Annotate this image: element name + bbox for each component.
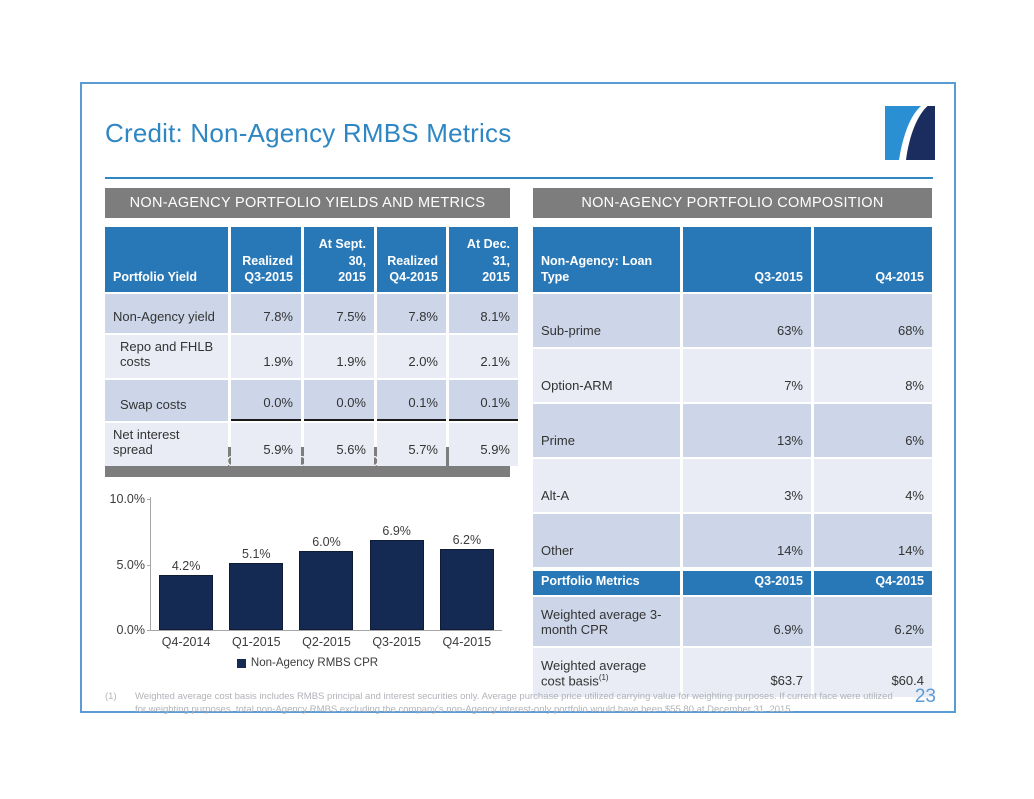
column-header: Non-Agency: Loan Type (533, 227, 680, 292)
row-label: Swap costs (105, 380, 228, 421)
cell-value: 1.9% (304, 335, 374, 378)
column-header: Realized Q4-2015 (377, 227, 446, 292)
page-number: 23 (914, 686, 936, 707)
title-divider (105, 177, 933, 179)
column-header: Realized Q3-2015 (231, 227, 301, 292)
cell-value: $63.7 (683, 648, 811, 697)
row-label: Alt-A (533, 459, 680, 512)
footnote (105, 690, 897, 717)
cell-value: 0.1% (449, 380, 518, 421)
table-row (533, 404, 932, 457)
x-axis-label: Q2-2015 (302, 635, 351, 649)
cell-value: 7.8% (377, 294, 446, 333)
cell-value: 3% (683, 459, 811, 512)
company-logo-icon (885, 106, 935, 160)
bar-value-label: 6.9% (382, 524, 411, 538)
column-header: Portfolio Yield (105, 227, 228, 292)
cpr-category-labels (151, 635, 502, 649)
cpr-bar (440, 533, 494, 630)
cpr-plot-area (151, 499, 502, 630)
cell-value: 5.7% (377, 423, 446, 466)
cell-value: 63% (683, 294, 811, 347)
y-axis-label: 10.0% (109, 492, 145, 506)
cell-value: 13% (683, 404, 811, 457)
x-axis-line (150, 630, 502, 631)
cpr-bar (229, 547, 283, 630)
cell-value: 8.1% (449, 294, 518, 333)
row-label: Option-ARM (533, 349, 680, 402)
row-label: Non-Agency yield (105, 294, 228, 333)
cell-value: 0.0% (304, 380, 374, 421)
cell-value: 5.9% (449, 423, 518, 466)
section-header-composition: NON-AGENCY PORTFOLIO COMPOSITION (533, 188, 932, 218)
portfolio-metrics-table (530, 569, 935, 699)
cpr-bar-chart (105, 482, 510, 682)
table-row (533, 597, 932, 646)
slide (80, 82, 956, 716)
column-header: At Sept. 30, 2015 (304, 227, 374, 292)
row-label: Weighted average cost basis$^{(1)}$ (533, 648, 680, 697)
y-axis-label: 5.0% (116, 557, 145, 572)
loan-type-table (530, 225, 935, 569)
column-header: Q3-2015 (683, 571, 811, 595)
bar-value-label: 4.2% (171, 559, 201, 573)
cell-value: 68% (814, 294, 932, 347)
y-axis-label: 0.0% (116, 623, 145, 637)
row-label: Other (533, 514, 680, 567)
table-row (105, 380, 518, 421)
table-row (105, 423, 518, 466)
cell-value: 14% (683, 514, 811, 567)
table-row (533, 294, 932, 347)
cell-value: 7% (683, 349, 811, 402)
row-label: Sub-prime (533, 294, 680, 347)
x-axis-label: Q4-2015 (442, 635, 492, 649)
composition-tables-container (530, 225, 935, 699)
x-axis-label: Q4-2014 (161, 635, 211, 649)
cell-value: 6.2% (814, 597, 932, 646)
cell-value: 0.1% (377, 380, 446, 421)
table-header-row (533, 227, 932, 292)
cell-value: 5.6% (304, 423, 374, 466)
column-header: At Dec. 31, 2015 (449, 227, 518, 292)
chart-legend (105, 657, 510, 669)
column-header: Portfolio Metrics (533, 571, 680, 595)
table-row (533, 349, 932, 402)
cell-value: 7.8% (231, 294, 301, 333)
table-row (533, 514, 932, 567)
cell-value: 2.1% (449, 335, 518, 378)
cpr-bar (370, 524, 424, 630)
cell-value: 14% (814, 514, 932, 567)
bar-value-label: 5.1% (242, 547, 271, 561)
footnote-text: Weighted average cost basis includes RMBS principal and interest securities only. Average purchase price utilized carrying value for weighting purposes. If current face were utilized for weighting purposes, total non-Agency RMBS excluding the company's non-Agency interest-only portfolio would have been $55.80 at December 31, 2015. (135, 691, 893, 716)
column-header: Q4-2015 (814, 571, 932, 595)
cpr-bar (159, 559, 213, 630)
cell-value: 6.9% (683, 597, 811, 646)
column-header: Q4-2015 (814, 227, 932, 292)
page-title: Credit: Non-Agency RMBS Metrics (105, 118, 512, 148)
row-label: Prime (533, 404, 680, 457)
table-row (105, 335, 518, 378)
legend-swatch-icon (237, 659, 246, 668)
cell-value: 1.9% (231, 335, 301, 378)
cpr-bar (299, 535, 353, 630)
cell-value: 0.0% (231, 380, 301, 421)
cell-value: 4% (814, 459, 932, 512)
bar-value-label: 6.2% (452, 533, 482, 547)
bar-value-label: 6.0% (312, 535, 341, 549)
cell-value: $60.4 (814, 648, 932, 697)
table-header-row (105, 227, 518, 292)
column-header: Q3-2015 (683, 227, 811, 292)
section-header-yields: NON-AGENCY PORTFOLIO YIELDS AND METRICS (105, 188, 510, 218)
y-axis-tick (147, 630, 151, 631)
footnote-marker: (1) (105, 691, 117, 702)
table-header-row (533, 571, 932, 595)
row-label: Repo and FHLB costs (105, 335, 228, 378)
x-axis-label: Q3-2015 (372, 635, 421, 649)
table-row (105, 294, 518, 333)
yields-table (102, 225, 521, 468)
cell-value: 2.0% (377, 335, 446, 378)
row-label: Net interest spread (105, 423, 228, 466)
yields-table-container (102, 225, 513, 468)
row-label: Weighted average 3-month CPR (533, 597, 680, 646)
table-row (533, 459, 932, 512)
x-axis-label: Q1-2015 (231, 635, 281, 649)
cell-value: 5.9% (231, 423, 301, 466)
cell-value: 7.5% (304, 294, 374, 333)
cell-value: 8% (814, 349, 932, 402)
cell-value: 6% (814, 404, 932, 457)
legend-label: Non-Agency RMBS CPR (250, 657, 379, 669)
